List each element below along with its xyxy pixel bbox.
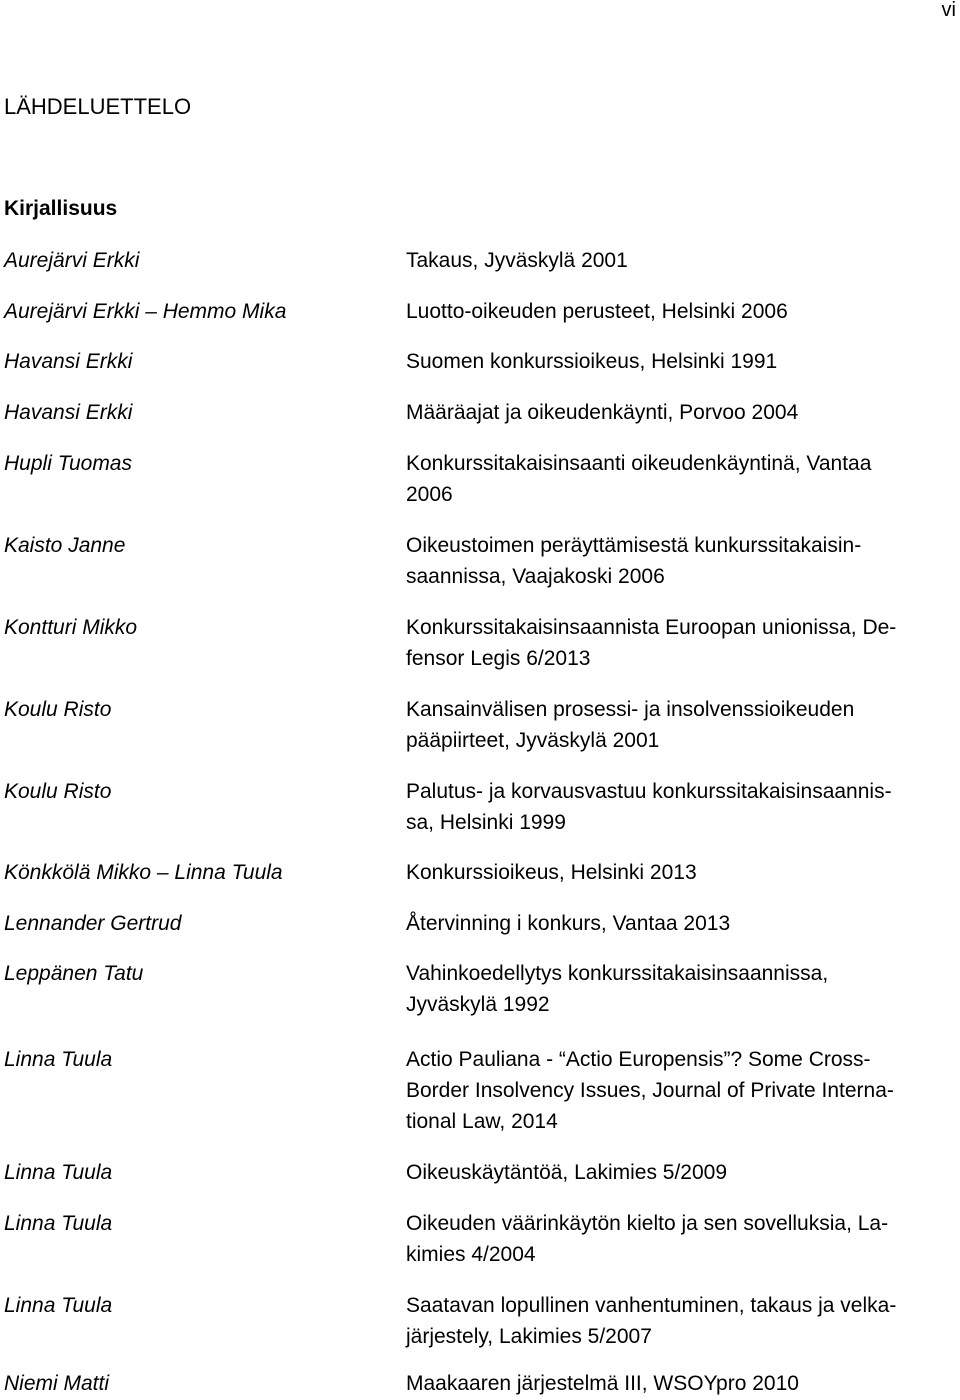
page-number: vi [941,0,956,21]
entry-title: Konkurssitakaisinsaanti oikeudenkäyntinä, Vantaa 2006 [406,452,872,506]
entry-author: Leppänen Tatu [4,962,144,985]
entry-title: Återvinning i konkurs, Vantaa 2013 [406,912,731,935]
entry-title: Luotto-oikeuden perusteet, Helsinki 2006 [406,300,788,323]
entry-title: Maakaaren järjestelmä III, WSOYpro 2010 [406,1372,799,1395]
entry-title: Palutus- ja korvausvastuu konkurssitakaisinsaannis- sa, Helsinki 1999 [406,780,892,834]
entry-author: Havansi Erkki [4,401,133,424]
entry-author: Könkkölä Mikko – Linna Tuula [4,861,283,884]
entry-title: Vahinkoedellytys konkurssitakaisinsaannissa, Jyväskylä 1992 [406,962,829,1016]
entry-author: Niemi Matti [4,1372,110,1395]
entry-title: Kansainvälisen prosessi- ja insolvenssioikeuden pääpiirteet, Jyväskylä 2001 [406,698,855,752]
entry-author: Kontturi Mikko [4,616,138,639]
entry-author: Linna Tuula [4,1161,113,1184]
section-heading: Kirjallisuus [4,197,118,220]
entry-author: Hupli Tuomas [4,452,132,475]
entry-author: Lennander Gertrud [4,912,182,935]
entry-author: Kaisto Janne [4,534,126,557]
entry-title: Määräajat ja oikeudenkäynti, Porvoo 2004 [406,401,799,424]
entry-author: Aurejärvi Erkki – Hemmo Mika [4,300,287,323]
entry-title: Konkurssitakaisinsaannista Euroopan unionissa, De- fensor Legis 6/2013 [406,616,897,670]
page-heading: LÄHDELUETTELO [4,94,192,119]
entry-title: Oikeuden väärinkäytön kielto ja sen sovelluksia, La- kimies 4/2004 [406,1212,889,1266]
entry-title: Konkurssioikeus, Helsinki 2013 [406,861,697,884]
entry-title: Oikeuskäytäntöä, Lakimies 5/2009 [406,1161,728,1184]
entry-author: Koulu Risto [4,698,112,721]
entry-author: Aurejärvi Erkki [4,249,140,272]
entry-author: Koulu Risto [4,780,112,803]
entry-title: Oikeustoimen peräyttämisestä kunkurssitakaisin- saannissa, Vaajakoski 2006 [406,534,862,588]
entry-author: Linna Tuula [4,1048,113,1071]
entry-author: Linna Tuula [4,1212,113,1235]
entry-author: Linna Tuula [4,1294,113,1317]
entry-title: Takaus, Jyväskylä 2001 [406,249,628,272]
entry-title: Saatavan lopullinen vanhentuminen, takaus ja velka- järjestely, Lakimies 5/2007 [406,1294,897,1348]
entry-author: Havansi Erkki [4,350,133,373]
entry-title: Suomen konkurssioikeus, Helsinki 1991 [406,350,778,373]
entry-title: Actio Pauliana - “Actio Europensis”? Some Cross- Border Insolvency Issues, Journal of Private Interna- tional Law, 2014 [406,1048,894,1133]
